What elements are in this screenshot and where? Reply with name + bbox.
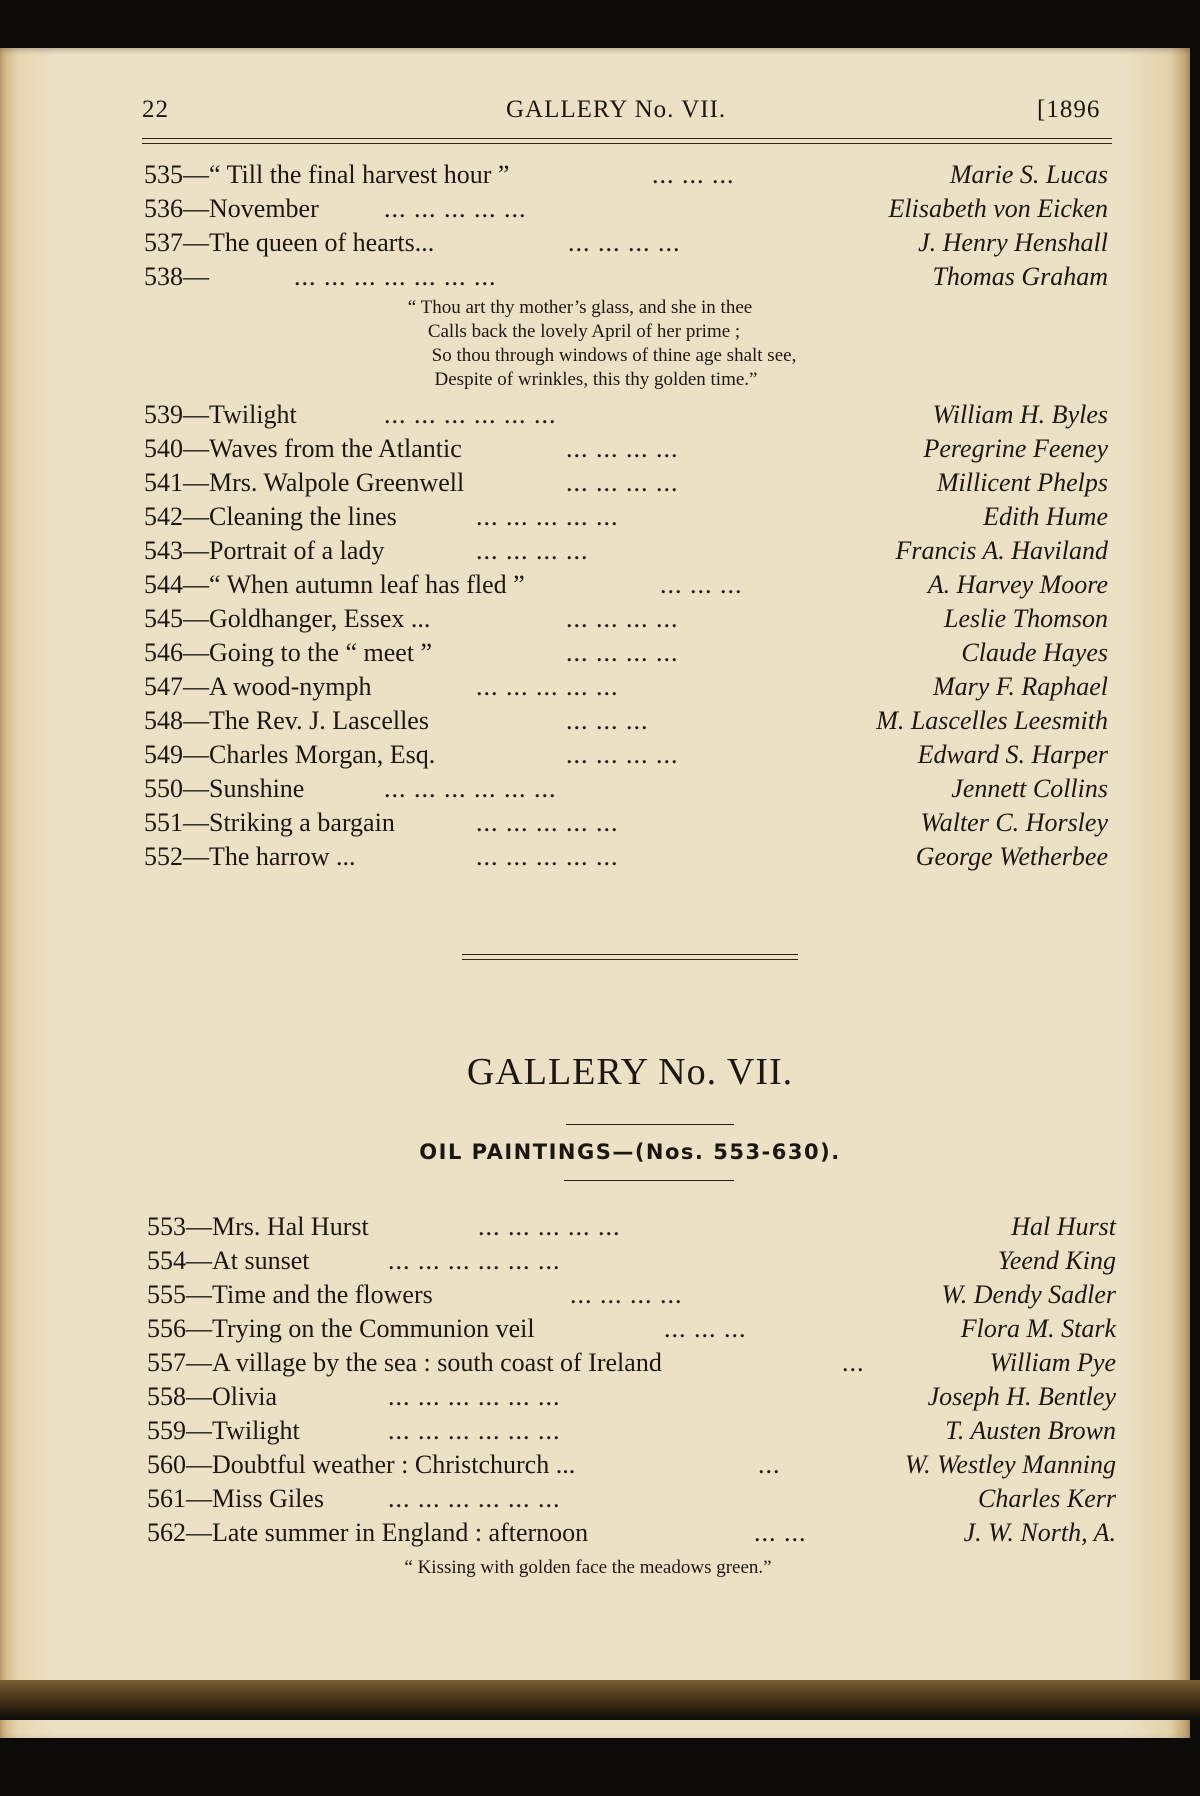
entry-title: 562—Late summer in England : afternoon [147, 1518, 589, 1547]
leader-dots: ... ... ... ... ... [478, 1212, 621, 1241]
catalogue-entry [0, 1278, 1200, 1312]
leader-dots: ... ... ... ... ... ... [388, 1246, 561, 1275]
entry-title: 544—“ When autumn leaf has fled ” [144, 570, 525, 599]
heading-rule [564, 1180, 734, 1181]
leader-dots: ... ... ... ... [570, 1280, 683, 1309]
entry-artist: Leslie Thomson [944, 604, 1108, 633]
catalogue-entry [0, 226, 1200, 260]
entry-artist: Marie S. Lucas [949, 160, 1108, 189]
page-number: 22 [142, 96, 169, 123]
entry-artist: A. Harvey Moore [927, 570, 1108, 599]
entry-artist: W. Dendy Sadler [941, 1280, 1116, 1309]
entry-artist: Joseph H. Bentley [927, 1382, 1116, 1411]
gallery-heading: GALLERY No. VII. [466, 1051, 794, 1093]
entry-artist: T. Austen Brown [945, 1416, 1116, 1445]
leader-dots: ... ... ... ... ... [476, 672, 619, 701]
entry-title: 553—Mrs. Hal Hurst [147, 1212, 369, 1241]
leader-dots: ... ... ... ... ... ... [388, 1382, 561, 1411]
leader-dots: ... [842, 1348, 865, 1377]
leader-dots: ... ... ... ... ... [476, 842, 619, 871]
entry-artist: Francis A. Haviland [895, 536, 1108, 565]
entry-title: 556—Trying on the Communion veil [147, 1314, 535, 1343]
catalogue-entry [0, 1312, 1200, 1346]
catalogue-entry [0, 398, 1200, 432]
catalogue-entry [0, 568, 1200, 602]
entry-artist: Yeend King [997, 1246, 1116, 1275]
verse-line: Calls back the lovely April of her prime ; [427, 321, 741, 342]
catalogue-entry [0, 260, 1200, 294]
leader-dots: ... ... ... ... ... [476, 502, 619, 531]
leader-dots: ... ... ... ... ... [476, 808, 619, 837]
entry-title: 547—A wood-nymph [144, 672, 372, 701]
leader-dots: ... ... ... ... ... ... ... [294, 262, 497, 291]
leader-dots: ... ... ... [664, 1314, 747, 1343]
catalogue-entry [0, 1244, 1200, 1278]
leader-dots: ... ... ... ... [476, 536, 589, 565]
entry-artist: J. W. North, A. [963, 1518, 1116, 1547]
catalogue-entry [0, 534, 1200, 568]
entry-title: 541—Mrs. Walpole Greenwell [144, 468, 465, 497]
catalogue-entry [0, 636, 1200, 670]
catalogue-entry [0, 738, 1200, 772]
catalogue-entry [0, 602, 1200, 636]
entry-title: 549—Charles Morgan, Esq. [144, 740, 436, 769]
entry-title: 535—“ Till the final harvest hour ” [144, 160, 510, 189]
running-header [142, 96, 1112, 130]
entry-title: 537—The queen of hearts... [144, 228, 435, 257]
entry-artist: Elisabeth von Eicken [888, 194, 1108, 223]
catalogue-entry [0, 500, 1200, 534]
entry-artist: Walter C. Horsley [920, 808, 1108, 837]
leader-dots: ... ... ... ... [566, 604, 679, 633]
leader-dots: ... ... ... ... [566, 468, 679, 497]
verse-line: So thou through windows of thine age shalt see, [431, 345, 797, 366]
entry-title: 536—November [144, 194, 319, 223]
entry-artist: Edith Hume [983, 502, 1108, 531]
leader-dots: ... [758, 1450, 781, 1479]
entry-title: 538— [144, 262, 209, 291]
entry-title: 551—Striking a bargain [144, 808, 395, 837]
entry-title: 539—Twilight [144, 400, 297, 429]
catalogue-entry [0, 1516, 1200, 1550]
leader-dots: ... ... ... [566, 706, 649, 735]
catalogue-entry [0, 466, 1200, 500]
leader-dots: ... ... ... ... [566, 434, 679, 463]
entry-title: 560—Doubtful weather : Christchurch ... [147, 1450, 576, 1479]
leader-dots: ... ... ... ... ... ... [388, 1416, 561, 1445]
verse-line: “ Kissing with golden face the meadows green.” [404, 1557, 772, 1578]
entry-artist: Mary F. Raphael [933, 672, 1108, 701]
entry-title: 545—Goldhanger, Essex ... [144, 604, 431, 633]
leader-dots: ... ... ... ... ... ... [384, 400, 557, 429]
catalogue-entry [0, 1448, 1200, 1482]
catalogue-entry [0, 670, 1200, 704]
running-title: GALLERY No. VII. [506, 96, 727, 123]
catalogue-entry [0, 432, 1200, 466]
year-label: [1896 [1037, 96, 1101, 123]
entry-title: 542—Cleaning the lines [144, 502, 397, 531]
entry-title: 559—Twilight [147, 1416, 300, 1445]
catalogue-entry [0, 1346, 1200, 1380]
entry-artist: J. Henry Henshall [918, 228, 1108, 257]
catalogue-entry [0, 192, 1200, 226]
entry-title: 552—The harrow ... [144, 842, 356, 871]
leader-dots: ... ... ... ... [568, 228, 681, 257]
entry-title: 561—Miss Giles [147, 1484, 324, 1513]
catalogue-entry [0, 772, 1200, 806]
entry-artist: William Pye [989, 1348, 1116, 1377]
catalogue-entry [0, 806, 1200, 840]
catalogue-entry [0, 158, 1200, 192]
verse-line: Despite of wrinkles, this thy golden time.” [434, 369, 758, 390]
catalogue-entry [0, 840, 1200, 874]
entry-artist: Jennett Collins [951, 774, 1108, 803]
entry-artist: Hal Hurst [1011, 1212, 1116, 1241]
header-rule [142, 138, 1112, 144]
leader-dots: ... ... ... ... [566, 740, 679, 769]
leader-dots: ... ... ... [660, 570, 743, 599]
entry-title: 550—Sunshine [144, 774, 305, 803]
leader-dots: ... ... ... ... [566, 638, 679, 667]
entry-artist: Edward S. Harper [917, 740, 1108, 769]
entry-title: 557—A village by the sea : south coast of Ireland [147, 1348, 662, 1377]
entry-artist: Peregrine Feeney [923, 434, 1108, 463]
entry-artist: George Wetherbee [915, 842, 1108, 871]
entry-title: 555—Time and the flowers [147, 1280, 433, 1309]
heading-rule [566, 1124, 734, 1125]
entry-artist: M. Lascelles Leesmith [876, 706, 1108, 735]
leader-dots: ... ... ... ... ... [384, 194, 527, 223]
entry-artist: W. Westley Manning [904, 1450, 1116, 1479]
leader-dots: ... ... ... [652, 160, 735, 189]
entry-title: 558—Olivia [147, 1382, 277, 1411]
page-bottom-edge [0, 1680, 1200, 1720]
section-heading: OIL PAINTINGS—(Nos. 553-630). [419, 1140, 841, 1164]
entry-artist: William H. Byles [932, 400, 1108, 429]
leader-dots: ... ... [754, 1518, 807, 1547]
entry-title: 554—At sunset [147, 1246, 310, 1275]
catalogue-entry [0, 1414, 1200, 1448]
entry-title: 546—Going to the “ meet ” [144, 638, 433, 667]
verse-line: “ Thou art thy mother’s glass, and she in thee [407, 297, 753, 318]
entry-artist: Flora M. Stark [960, 1314, 1116, 1343]
entry-artist: Charles Kerr [978, 1484, 1116, 1513]
catalogue-entry [0, 704, 1200, 738]
entry-title: 543—Portrait of a lady [144, 536, 385, 565]
entry-artist: Thomas Graham [932, 262, 1108, 291]
entry-title: 540—Waves from the Atlantic [144, 434, 462, 463]
entry-artist: Claude Hayes [961, 638, 1108, 667]
entry-title: 548—The Rev. J. Lascelles [144, 706, 429, 735]
catalogue-entry [0, 1482, 1200, 1516]
leader-dots: ... ... ... ... ... ... [384, 774, 557, 803]
catalogue-entry [0, 1380, 1200, 1414]
leader-dots: ... ... ... ... ... ... [388, 1484, 561, 1513]
section-divider [462, 954, 798, 960]
catalogue-entry [0, 1210, 1200, 1244]
entry-artist: Millicent Phelps [936, 468, 1108, 497]
